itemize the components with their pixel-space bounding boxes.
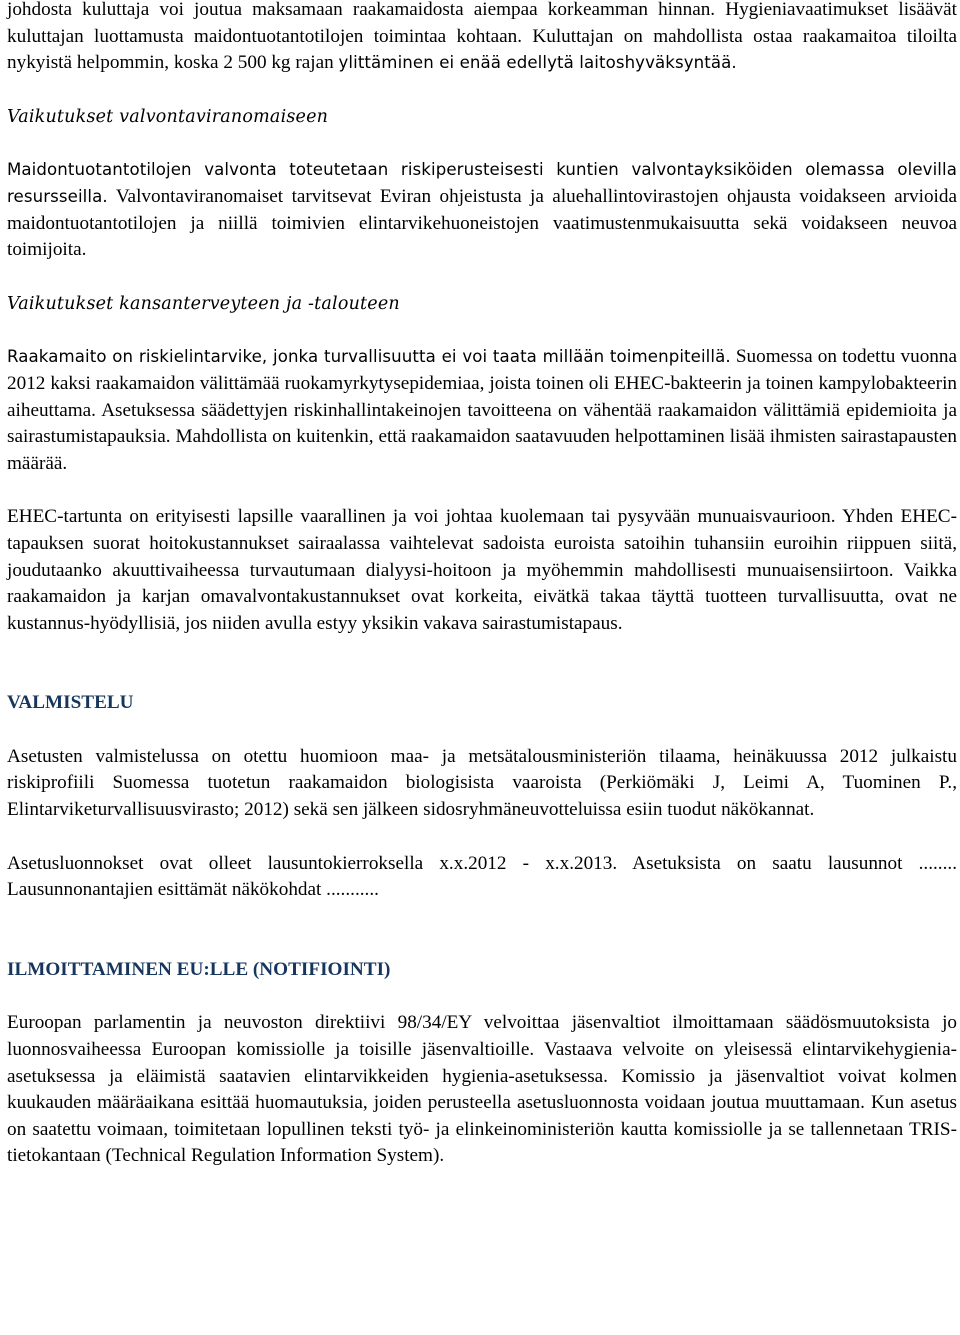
health-paragraph-2: EHEC-tartunta on erityisesti lapsille vaarallinen ja voi johtaa kuolemaan tai pysyvään munuaisvaurioon. Yhden EHEC-tapauksen suorat hoitokustannukset sairaalassa vaihtelevat sadoista euroista satoihin tuhansiin euroihin riippuen siitä, joudutaanko akuuttivaiheessa turvautumaan dialyysi-hoitoon ja myöhemmin mahdollisesti munuaisensiirtoon. Vaikka raakamaidon ja karjan omavalvontakustannukset ovat korkeita, eivätkä takaa täyttä tuotteen turvallisuutta, ovat ne kustannus-hyödyllisiä, jos niiden avulla estyy yksikin vakava sairastumistapaus.: [7, 506, 957, 634]
preparation-paragraph-1: Asetusten valmistelussa on otettu huomioon maa- ja metsätalousministeriön tilaama, heinäkuussa 2012 julkaistu riskiprofiili Suomessa tuotetun raakamaidon biologisista vaaroista (Perkiömäki J, Leimi A, Tuominen P., Elintarviketurvallisuusvirasto; 2012) sekä sen jälkeen sidosryhmäneuvotteluissa esiin tuodut näkökannat.: [7, 745, 957, 821]
preparation-paragraph-2: Asetusluonnokset ovat olleet lausuntokierroksella x.x.2012 - x.x.2013. Asetuksista on saatu lausunnot ........ Lausunnonantajien esittämät näkökohdat ...........: [7, 852, 957, 901]
notification-heading: ILMOITTAMINEN EU:LLE (NOTIFIOINTI): [7, 958, 391, 980]
health-paragraph-1: [7, 344, 957, 477]
health-text-serif: Suomessa on todettu vuonna 2012 kaksi raakamaidon välittämää ruokamyrkytysepidemiaa, joista toinen oli EHEC-bakteerin ja toinen kampylobakteerin aiheuttama. Asetuksessa säädettyjen riskinhallintakeinojen tavoitteena on vähentää raakamaidon välittämiä epidemioita ja sairastumistapauksia. Mahdollista on kuitenkin, että raakamaidon saatavuuden helpottaminen lisää ihmisten sairastapausten määrää.: [7, 346, 958, 474]
notification-paragraph: Euroopan parlamentin ja neuvoston direktiivi 98/34/EY velvoittaa jäsenvaltiot ilmoittamaan säädösmuutoksista jo luonnosvaiheessa Euroopan komissiolle ja toisille jäsenvaltioille. Vastaava velvoite on yleisessä elintarvikehygienia-asetuksessa ja eläimistä saatavien elintarvikkeiden hygienia-asetuksessa. Komissio ja jäsenvaltiot voivat kolmen kuukauden määräaikana esittää huomautuksia, joiden perusteella asetusluonnosta voidaan joutua muuttamaan. Kun asetus on saatettu voimaan, toimitetaan lopullinen teksti työ- ja elinkeinoministeriön kautta komissiolle ja se tallennetaan TRIS-tietokantaan (Technical Regulation Information System).: [7, 1012, 957, 1167]
document-page: [7, 0, 957, 1170]
intro-paragraph: [7, 0, 957, 77]
intro-text-sans: ylittäminen ei enää edellytä laitoshyväksyntää.: [338, 53, 737, 73]
health-text-sans: Raakamaito on riskielintarvike, jonka turvallisuutta ei voi taata millään toimenpiteillä.: [7, 347, 731, 367]
preparation-heading: VALMISTELU: [7, 692, 134, 714]
authority-text-serif: Valvontaviranomaiset tarvitsevat Eviran ohjeistusta ja aluehallintovirastojen ohjausta voidakseen arvioida maidontuotantotilojen ja niillä toimivien elintarvikehuoneistojen vaatimustenmukaisuutta sekä voidakseen neuvoa toimijoita.: [7, 185, 957, 261]
authority-paragraph: [7, 157, 957, 263]
health-heading: Vaikutukset kansanterveyteen ja -talouteen: [7, 293, 400, 314]
intro-text-serif: johdosta kuluttaja voi joutua maksamaan raakamaidosta aiempaa korkeamman hinnan. Hygieniavaatimukset lisäävät kuluttajan luottamusta maidontuotantotilojen toimintaa kohtaan. Kuluttajan on mahdollista ostaa raakamaitoa tiloilta nykyistä helpommin, koska 2 500 kg rajan: [7, 0, 957, 74]
authority-heading: Vaikutukset valvontaviranomaiseen: [7, 106, 329, 127]
authority-text-sans: Maidontuotantotilojen valvonta toteutetaan riskiperusteisesti kuntien valvontayksiköiden olemassa olevilla resursseilla.: [7, 160, 957, 206]
